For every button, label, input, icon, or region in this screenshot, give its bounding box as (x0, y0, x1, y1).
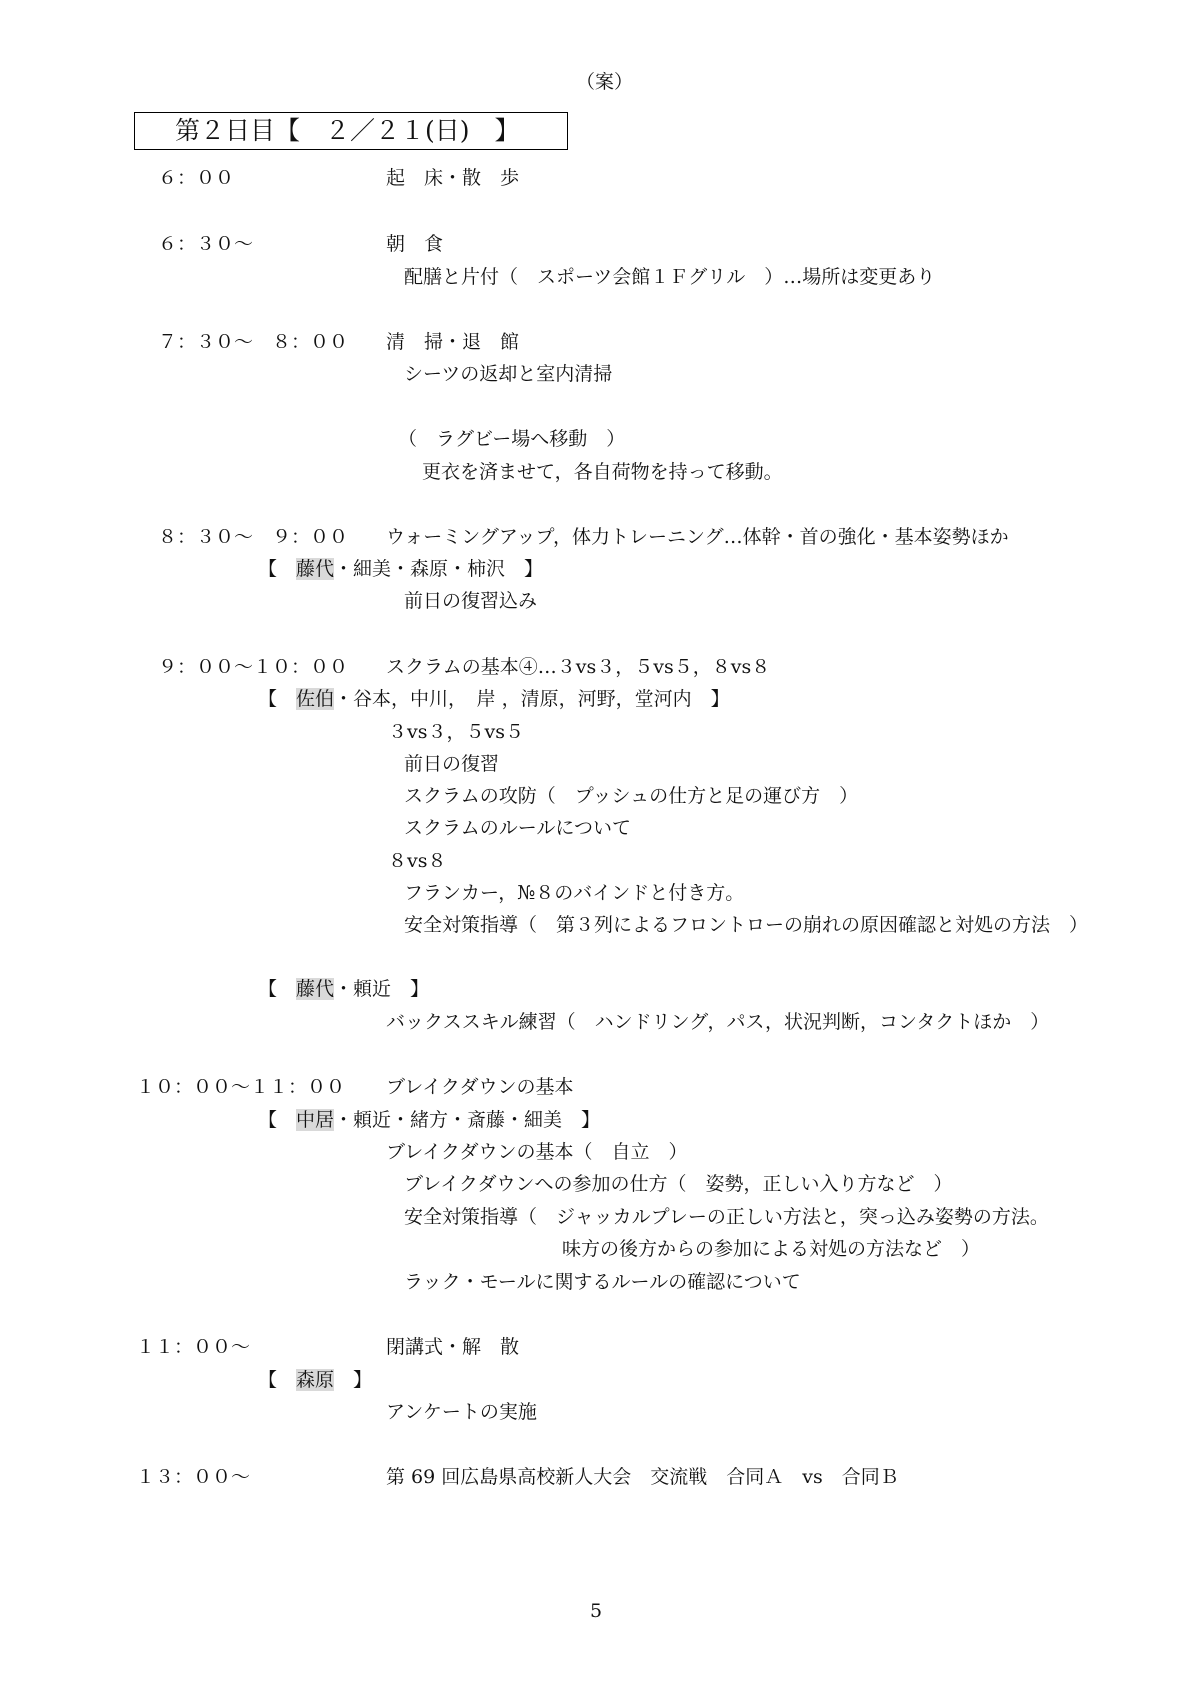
note-scrum-6: フランカー，№８のバインドと付き方。 (404, 882, 745, 904)
note-scrum-3: スクラムの攻防（ プッシュの仕方と足の運び方 ） (404, 785, 859, 807)
day-title-box (134, 112, 568, 150)
staff-lead-highlight: 藤代 (296, 558, 335, 580)
note-survey: アンケートの実施 (386, 1401, 537, 1423)
note-move-detail: 更衣を済ませて，各自荷物を持って移動。 (422, 461, 783, 483)
staff-scrum: 【 佐伯・谷本，中川， 岸 ，清原，河野，堂河内 】 (258, 688, 730, 710)
note-breakdown-1: ブレイクダウンの基本（ 自立 ） (386, 1141, 688, 1163)
note-scrum-1: ３vs３，５vs５ (388, 721, 524, 743)
note-move: （ ラグビー場へ移動 ） (398, 428, 626, 450)
staff-backs: 【 藤代・頼近 】 (258, 978, 430, 1000)
activity-match: 第 69 回広島県高校新人大会 交流戦 合同Ａ vs 合同Ｂ (386, 1466, 899, 1488)
note-breakdown-3: 安全対策指導（ ジャッカルプレーの正しい方法と，突っ込み姿勢の方法。 (404, 1206, 1049, 1228)
activity-wake: 起 床・散 歩 (386, 167, 520, 189)
time-0830: ８：３０～ ９：００ (158, 526, 349, 548)
staff-warmup: 【 藤代・細美・森原・柿沢 】 (258, 558, 544, 580)
activity-cleaning: 清 掃・退 館 (386, 331, 520, 353)
note-scrum-2: 前日の復習 (404, 753, 500, 775)
page-number: 5 (590, 1600, 603, 1622)
time-0730: ７：３０～ ８：００ (158, 331, 349, 353)
staff-breakdown: 【 中居・頼近・緒方・斎藤・細美 】 (258, 1109, 601, 1131)
note-scrum-7: 安全対策指導（ 第３列によるフロントローの崩れの原因確認と対処の方法 ） (404, 914, 1089, 936)
note-warmup: 前日の復習込み (404, 590, 538, 612)
activity-backs: バックススキル練習（ ハンドリング，パス，状況判断，コンタクトほか ） (386, 1011, 1050, 1033)
time-0630: ６：３０～ (158, 233, 254, 255)
note-breakdown-2: ブレイクダウンへの参加の仕方（ 姿勢，正しい入り方など ） (404, 1173, 953, 1195)
note-scrum-4: スクラムのルールについて (404, 817, 632, 839)
day-title: 第２日目【 ２／２１(日) 】 (175, 116, 520, 145)
time-0900: ９：００～１０：００ (158, 656, 349, 678)
time-1100: １１：００～ (136, 1336, 251, 1358)
staff-lead-highlight: 中居 (296, 1109, 335, 1131)
activity-scrum: スクラムの基本④…３vs３，５vs５，８vs８ (386, 656, 771, 678)
draft-mark: （案） (576, 71, 634, 93)
note-cleaning: シーツの返却と室内清掃 (404, 363, 613, 385)
time-1000: １０：００～１１：００ (136, 1076, 346, 1098)
staff-lead-highlight: 藤代 (296, 978, 335, 1000)
note-breakdown-4: 味方の後方からの参加による対処の方法など ） (562, 1238, 981, 1260)
note-breakfast: 配膳と片付（ スポーツ会館１Ｆグリル ）…場所は変更あり (404, 266, 936, 288)
activity-breakfast: 朝 食 (386, 233, 444, 255)
note-breakdown-5: ラック・モールに関するルールの確認について (404, 1271, 801, 1293)
staff-lead-highlight: 森原 (296, 1369, 335, 1391)
activity-breakdown: ブレイクダウンの基本 (386, 1076, 574, 1098)
staff-closing: 【 森原 】 (258, 1369, 373, 1391)
time-1300: １３：００～ (136, 1466, 251, 1488)
staff-lead-highlight: 佐伯 (296, 688, 335, 710)
note-scrum-5: ８vs８ (388, 850, 447, 872)
activity-closing: 閉講式・解 散 (386, 1336, 520, 1358)
time-0600: ６：００ (158, 167, 235, 189)
activity-warmup: ウォーミングアップ，体力トレーニング…体幹・首の強化・基本姿勢ほか (386, 526, 1009, 548)
